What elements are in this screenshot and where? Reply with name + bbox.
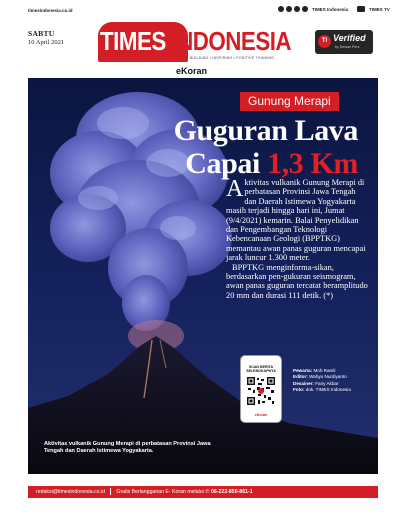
- twitter-icon[interactable]: [294, 6, 300, 12]
- qr-card[interactable]: [240, 355, 282, 423]
- issue-full-date: 10 April 2021: [28, 38, 65, 46]
- paragraph-2: BPPTKG menginforma-sikan, berdasarkan pen-gukuran seismogram, awan panas guguran tercatat beramplitudo 20 mm dan durasi 111 detik. (*): [226, 262, 368, 300]
- topic-tag: Gunung Merapi: [240, 92, 339, 111]
- instagram-icon[interactable]: [278, 6, 284, 12]
- facebook-icon[interactable]: [286, 6, 292, 12]
- article-body: [226, 178, 368, 300]
- issue-day: SABTU: [28, 29, 55, 38]
- qr-ekoran-label: eKoran: [254, 413, 268, 417]
- headline-highlight: 1,3 Km: [267, 147, 358, 180]
- footer-email[interactable]: redaksi@timesindonesia.co.id: [36, 489, 105, 495]
- social-handle: TIMES Indonesia: [312, 6, 349, 12]
- youtube-small-icon[interactable]: [302, 6, 308, 12]
- scan-label: SCAN BERITA SELENGKAPNYA: [246, 365, 276, 374]
- verified-badge: [315, 30, 373, 54]
- headline: [174, 114, 358, 180]
- whatsapp-icon: ✆: [205, 489, 210, 495]
- footer-bar: [28, 486, 378, 498]
- credit-designer: Desainer: Fany Akbar: [293, 380, 339, 386]
- youtube-icon[interactable]: [357, 6, 365, 12]
- credits: [293, 368, 351, 394]
- top-strip: [0, 0, 400, 22]
- footer-divider: [110, 488, 111, 495]
- social-links: [278, 6, 395, 12]
- edition-label: eKoran: [176, 66, 208, 76]
- headline-line-1: Guguran Lava: [173, 114, 358, 147]
- site-url[interactable]: timesindonesia.co.id: [28, 8, 73, 13]
- drop-cap: A: [226, 176, 244, 202]
- footer-promo: Gratis Berlangganan E- Koran melalui: [116, 489, 204, 495]
- photo-caption: Aktivitas vulkanik Gunung Merapi di perbatasan Provinsi Jawa Tengah dan Daerah Istimewa Yogyakarta.: [44, 441, 211, 454]
- credit-reporter: Pewarta: Moh Ramli: [293, 368, 336, 373]
- issue-date: [28, 30, 64, 46]
- verified-label: Verified: [333, 33, 366, 43]
- paragraph-1: Aktivitas vulkanik Gunung Merapi di perbatasan Provinsi Jawa Tengah dan Daerah Istimewa Yogyakarta masih terjadi hingga hari ini, Jumat (9/4/2021) kemarin. Balai Penyelidikan dan Pengembangan Teknologi Kebencanaan Geologi (BPPTKG) memantau awan panas guguran mencapai jarak luncur 1.300 meter.: [226, 176, 366, 263]
- ti-mark-icon: TI: [318, 35, 331, 48]
- headline-line-2: Capai 1,3 Km: [185, 147, 358, 180]
- credit-editor: Editor: Wahyu Nurdiyanto: [293, 374, 347, 380]
- verified-sub: by Dewan Pers: [335, 45, 360, 49]
- logo-tagline: BUILDING • INSPIRING • POSITIVE THINKING: [190, 56, 275, 60]
- logo-text: TIMES INDONESIA: [100, 26, 292, 56]
- credit-photo: Foto: dok. TIMES Indonesia: [293, 387, 351, 393]
- times-indonesia-logo[interactable]: [92, 22, 308, 62]
- youtube-channel: TIMES TV: [369, 6, 390, 12]
- volcano-photo: [28, 78, 378, 474]
- footer-phone[interactable]: 08-222-850-861-1: [211, 489, 253, 495]
- qr-code-icon[interactable]: [246, 376, 276, 406]
